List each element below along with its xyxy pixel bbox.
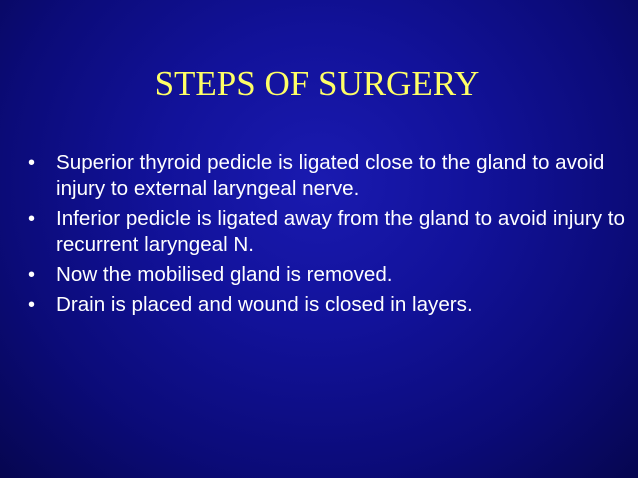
bullet-list [28,150,628,318]
bullet-text: Drain is placed and wound is closed in layers. [56,293,473,316]
bullet-dot-icon: • [28,294,36,316]
bullet-text: Superior thyroid pedicle is ligated close to the gland to avoid injury to external laryngeal nerve. [56,151,605,200]
bullet-item [28,262,628,288]
bullet-item [28,150,628,202]
bullet-dot-icon: • [28,152,36,174]
bullet-text: Now the mobilised gland is removed. [56,263,393,286]
bullet-dot-icon: • [28,208,36,230]
bullet-item [28,292,628,318]
bullet-item [28,206,628,258]
slide-title: STEPS OF SURGERY [154,64,480,103]
bullet-text: Inferior pedicle is ligated away from the gland to avoid injury to recurrent laryngeal N. [56,207,625,256]
bullet-dot-icon: • [28,264,36,286]
